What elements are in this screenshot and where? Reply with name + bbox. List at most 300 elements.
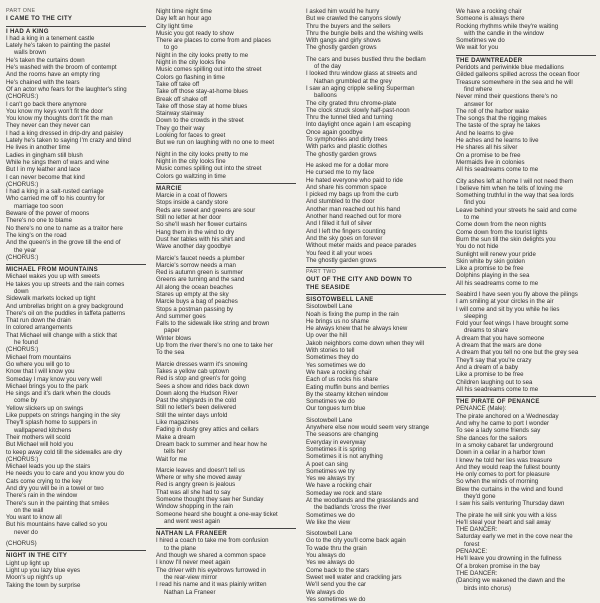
lyric-line: Takes a yellow cab uptown [156,367,229,375]
lyric-line: The seasons are changing [306,431,379,439]
lyric-line: Yes we always try [306,475,355,483]
lyric-line: Night in the city looks pretty to me [156,150,249,158]
song-heading: THE PIRATE OF PENANCE [456,398,540,406]
lyric-line: All along the ocean beaches [156,283,234,291]
lyric-line: Their mothers will scold [6,433,71,441]
lyric-line: There's no one to blame [6,217,72,225]
lyric-line: Take off those stay-at-home blues [156,88,249,96]
lyric-line: Rocking rhythms while they're waiting [456,22,559,30]
lyric-line: Music comes spilling out into the street [156,66,262,74]
lyric-line: (CHORUS:) [6,180,39,188]
lyric-line: (CHORUS) [6,540,37,548]
lyric-line: Marcie's faucet needs a plumber [156,254,245,262]
lyric-line: A dream that you have someone [456,334,545,342]
lyric-line: Cats come crying to the key [6,477,82,485]
lyric-line: Marcie dresses warm it's snowing [156,360,248,368]
lyric-line: to the plane [164,544,197,552]
lyric-line: Falls to the sidewalk like string and brown [156,320,270,328]
lyric-line: Taking the town by surprise [6,581,81,589]
lyric-line: The cars and buses bustled thru the bedlam [306,55,426,63]
lyric-line: Thru the bungle bells and the wishing wells [306,29,424,37]
lyric-line: They never can they never can [6,122,91,130]
lyric-line: He lives in another time [6,144,71,152]
lyric-line: Come back to the stars [306,566,370,574]
lyric-line: I had a king dressed in drip-dry and paisley [6,129,124,137]
lyric-line: That run down the drain [6,317,71,325]
lyric-line: Skin white by skin golden [456,257,525,265]
lyric-line: Sidewalk markets locked up tight [6,295,96,303]
lyric-line: The ghostly garden grows [306,150,377,158]
lyric-line: Like magazines [156,419,199,427]
lyric-line: he found [14,339,38,347]
lyric-line: I read his name and it was plainly written [156,581,267,589]
lyric-line: to me [464,214,480,222]
lyric-line: Night in the city looks fine [156,157,226,165]
lyric-line: And a dream of a baby [456,363,519,371]
lyric-line: to go [164,44,178,52]
lyric-line: Someone thought they saw her Sunday [156,496,264,503]
lyric-line: Break off shake off [156,95,207,103]
lyric-line: (CHORUS:) [6,455,39,463]
lyric-line: A dream that you tell no one but the grey sea [456,349,579,357]
lyric-line: Down in a cellar in a harbor town [456,449,546,457]
lyric-line: Go where you will go to [6,360,70,368]
lyric-line: The clock struck slowly half-past-noon [306,106,410,114]
lyric-line: He asked me for a dollar more [306,161,389,169]
lyric-line: In a smoky cabaret far underground [456,441,554,449]
lyric-line: Red is stop and green's for going [156,375,246,383]
lyric-line: At the woodlands and the grasslands and [306,497,419,504]
lyric-line: You feed it all your woes [306,249,373,257]
lyric-line: PENANCE: [456,548,488,556]
lyric-line: With parks and plastic clothes [306,143,388,151]
lyric-line: Like a promise to be free [456,265,524,273]
lyric-line: Wave another day goodbye [156,243,231,251]
lyric-line: There's rain in the window [6,492,78,500]
lyrics-column-3 [306,8,446,603]
lyric-line: Light up you lazy blue eyes [6,566,81,574]
lyric-line: Music comes spilling out into the street [156,165,262,173]
lyric-line: But we crawled the canyons slowly [306,15,401,23]
section-divider [306,267,446,268]
lyric-line: Sometimes it is not anything [306,453,383,461]
song-heading: I HAD A KING [6,27,49,35]
lyric-line: He hated everyone who paid to ride [306,176,403,184]
lyric-line: Michael leads you up the stairs [6,463,91,471]
lyric-line: He takes you up streets and the rain comes [6,280,125,288]
lyric-line: I hired a coach to take me from confusion [156,537,269,545]
lyric-line: Yes we always do [306,559,355,567]
lyric-line: He'll leave you drowning in the fullness [456,555,562,563]
lyric-line: He always knew that he always knew [306,325,408,333]
lyric-line: Nathan La Franeer [164,588,216,596]
lyric-line: And the rooms have an empty ring [6,71,100,79]
lyric-line: Hang them in the wind to dry [156,228,235,236]
lyric-line: He shares all his silver [456,144,518,152]
lyric-line: You know my thoughts don't fit the man [6,115,113,123]
lyric-line: Of an actor who fears for the laughter's sting [6,85,127,93]
lyric-line: I had a king in a salt-rusted carriage [6,188,104,196]
lyric-line: Stops a postman passing by [156,305,234,313]
lyric-line: The city grated thru chrome-plate [306,99,397,107]
lyric-line: Take off take off [156,80,200,88]
lyric-line: To see a lady some friends say [456,427,541,435]
lyric-line: Up over the hill [306,332,347,340]
lyric-line: You want to know all [6,514,62,522]
lyric-line: Anywhere else now would seem very strange [306,424,430,432]
lyric-line: Seabird I have seen you fly above the pilings [456,290,578,298]
lyric-line: He's taken the curtains down [6,56,85,64]
lyric-line: Sweet well water and crackling jars [306,573,402,581]
lyric-line: tells her [164,448,186,456]
lyric-line: Night in the city looks fine [156,59,226,67]
lyric-line: The songs that the rigging makes [456,115,547,123]
lyric-line: Yes sometimes we do [306,361,366,369]
lyric-line: Eating muffin buns and berries [306,383,390,391]
lyric-line: Gilded galleons spilled across the ocean floor [456,71,580,79]
song-heading: THE SEASIDE [306,283,350,291]
lyric-line: Another man reached out his hand [306,205,401,213]
lyric-line: And stumbled to the door [306,198,375,206]
lyric-line: There's sun in the painting that smiles [6,499,109,507]
lyric-line: Down to the crowds in the street [156,117,244,125]
lyric-line: She dances for the sailors [456,434,527,442]
lyric-line: (Dancing we wakened the dawn and the [456,577,566,585]
lyric-line: That was all she had to say [156,488,231,496]
lyric-line: birds into chorus) [464,584,512,592]
lyric-line: of the day [314,63,341,71]
section-divider [6,550,146,551]
lyric-line: The driver with his eyebrows furrowed in [156,566,266,574]
lyric-line: Blew the curtains in the wind and found [456,485,563,493]
lyric-line: Of a broken promise in the bay [456,562,540,570]
lyric-line: Lately he's taken to saying I'm crazy and blind [6,137,131,145]
lyric-line: Beware of the power of moons [6,210,90,218]
lyric-line: Jakob neighbors come down when they will [306,339,425,347]
lyric-line: And I left the fingers counting [306,227,386,235]
lyric-line: Leave behind your streets he said and come [456,206,577,214]
lyric-line: Reds are sweet and greens are sour [156,206,256,214]
part-label: PART ONE [6,8,36,14]
lyric-line: Still no letter at her door [156,214,222,222]
lyrics-sheet [6,8,596,603]
lyric-line: You know my keys won't fit the door [6,107,104,115]
lyric-line: never do [14,528,38,536]
lyric-line: dreams to share [464,327,509,335]
lyric-line: To wade thru the grain [306,544,367,552]
lyric-line: The pirate he will sink you with a kiss [456,511,557,519]
lyric-line: Noah is fixing the pump in the rain [306,310,399,318]
lyric-line: Red is angry green is jealous [156,481,236,489]
lyric-line: Children laughing out to sea [456,378,533,386]
lyric-line: By the steamy kitchen window [306,390,389,398]
lyric-line: And umbrellas bright on a grey background [6,302,124,310]
lyric-line: That Michael will change with a stick that [6,331,117,339]
lyric-line: On a promise to be free [456,151,521,159]
lyric-line: Never mind their questions there's no [456,93,558,101]
lyric-line: Light up light up [6,559,50,567]
lyric-line: Thru the tunnel tiled and turning [306,114,393,122]
lyric-line: There's oil on the puddles in taffeta patterns [6,309,126,317]
section-divider [6,26,146,27]
song-heading: SISOTOWBELL LANE [306,295,374,303]
section-divider [306,294,446,295]
lyric-line: I know I'll never meet again [156,559,231,567]
lyric-line: Night in the city looks pretty to me [156,51,249,59]
lyric-line: walls brown [14,49,47,57]
section-divider [456,55,596,56]
lyric-line: Fold your feet wings I have brought some [456,320,569,328]
lyric-line: Sometimes it is spring [306,445,367,453]
section-divider [456,396,596,397]
lyric-line: I believe him when he tells of loving me [456,184,563,192]
lyric-line: I had a king in a tenement castle [6,34,95,42]
lyric-line: He only comes to port for pleasure [456,471,550,479]
lyric-line: Thru the buyers and the sellers [306,22,391,30]
lyric-line: He needs you to care and you know you do [6,470,125,478]
lyric-line: Take off those stay at home blues [156,102,248,110]
lyric-line: forest [464,540,480,548]
lyric-line: Someday I may know you very well [6,375,102,383]
song-heading: I CAME TO THE CITY [6,15,73,23]
lyric-line: So when the winds of morning [456,478,539,486]
lyric-line: All his seadreams come to me [456,279,539,287]
lyric-line: (CHORUS:) [6,346,39,354]
lyric-line: To the sea [156,349,185,357]
lyric-line: Down along the Hudson River [156,389,238,397]
lyric-line: I saw his sails venturing Thursday dawn [456,500,565,508]
lyric-line: Treasure somewhere in the sea and he will [456,78,573,86]
lyrics-column-2 [156,8,296,596]
lyric-line: We have a rocking chair [456,8,522,15]
lyric-line: Lately he's taken to painting the pastel [6,42,111,50]
lyric-line: And summer goes [156,312,206,320]
lyric-line: City light time [156,22,193,30]
section-divider [156,528,296,529]
lyric-line: on the wall [14,506,44,514]
lyric-line: He's chained with the tears [6,78,80,86]
lyric-line: The king's on the road [6,231,67,239]
lyric-line: Another hand reached out for more [306,213,402,221]
lyric-line: And though we shared a common space [156,552,266,560]
lyric-line: Wait for me [156,455,188,463]
lyric-line: All his seadreams come to me [456,385,539,393]
lyric-line: So she'll wash her flower curtains [156,221,247,229]
lyric-line: I will come and sit by you while he lies [456,305,560,313]
lyric-line: Sometimes they do [306,354,359,362]
lyric-line: And the sky goes on forever [306,234,383,242]
song-heading: OUT OF THE CITY AND DOWN TO [306,276,413,284]
lyric-line: Red is autumn green is summer [156,269,243,277]
lyric-line: And he learns to give [456,129,514,137]
lyric-line: Night time night time [156,8,212,15]
lyric-line: Stares up empty at the sky [156,290,229,298]
lyric-line: And share his common space [306,183,387,191]
lyric-line: balloons [314,92,337,100]
lyric-line: Burn the sun till the skin delights you [456,235,556,243]
lyric-line: Who carried me off to his country for [6,195,105,203]
lyric-line: Like puppets on strings hanging in the sky [6,412,121,420]
lyric-line: He's washed with the broom of contempt [6,64,117,72]
lyric-line: wallpapered kitchens [14,426,72,434]
lyrics-column-4 [456,8,596,592]
song-heading: NATHAN LA FRANEER [156,530,228,538]
lyric-line: A dream that the wars are done [456,342,542,350]
lyric-line: They go their way [156,124,205,132]
lyric-line: Go to the city you'll come back again [306,537,406,545]
section-divider [156,183,296,184]
lyric-line: Colors go waltzing in time [156,172,226,180]
lyric-line: Past the shipyards in the cold [156,397,237,405]
lyric-line: We have a rocking chair [306,482,372,490]
lyric-line: No there's no one to name as a traitor here [6,224,123,232]
lyric-line: Moon's up night's up [6,574,62,582]
lyric-line: We wait for you [456,44,499,52]
lyric-line: The taste of the spray he takes [456,122,541,130]
lyric-line: We like the view [306,518,351,526]
lyric-line: Michael from mountains [6,353,72,361]
lyric-line: paper [164,327,180,335]
lyric-line: Something truthful in the way that sea lords [456,192,574,200]
lyric-line: down [14,287,29,295]
lyric-line: And why he came to port I wonder [456,420,550,428]
lyric-line: Know that I will know you [6,368,75,376]
lyric-line: Dream back to summer and hear how he [156,440,268,448]
lyric-line: City ashes left at home I will not need them [456,177,574,185]
lyric-line: We'll send you the car [306,581,367,589]
lyric-line: While he sings them of wars and wine [6,158,110,166]
lyric-line: In colored arrangements [6,324,73,332]
lyric-line: Yes sometimes we do [306,595,366,603]
lyrics-column-1 [6,8,146,589]
lyric-line: Make a dream [156,433,196,441]
lyric-line: And dry you will be in a towel or two [6,485,104,492]
lyric-line: Come down from the tourist lights [456,228,548,236]
lyric-line: To symphonies and dirty trees [306,136,388,144]
lyric-line: Winter blows [156,334,192,342]
lyric-line: He sings and it's dark when the clouds [6,390,111,398]
lyric-line: (CHORUS:) [6,253,39,261]
lyric-line: I looked thru window glass at streets and [306,70,417,78]
lyric-line: to keep away cold till the sidewalks are dry [6,448,123,456]
lyric-line: You do not hide [456,243,499,251]
lyric-line: I picked my bags up from the curb [306,191,399,199]
lyric-line: Nathan grumbled at the grey [314,77,392,85]
lyric-line: Where or why she moved away [156,474,242,482]
lyric-line: Dust her tables with his shirt and [156,235,245,243]
lyric-line: THE DANCER: [456,526,498,534]
lyric-line: Our tongues turn blue [306,405,366,413]
lyric-line: they'd gone [464,493,496,500]
lyric-line: Like a promise to be free [456,371,524,379]
lyric-line: Marcie buys a bag of peaches [156,298,238,306]
lyric-line: Someday we rock and stare [306,489,383,497]
lyric-line: Into daylight once again I am escaping [306,121,411,129]
lyric-line: Sometimes we do [306,398,355,406]
lyric-line: But I in my leather and lace [6,166,81,174]
lyric-line: Sometimes we do [306,511,355,519]
lyric-line: the badlands 'cross the river [314,504,391,512]
song-heading: MARCIE [156,184,182,192]
lyric-line: Looking for faces to greet [156,132,226,140]
lyric-line: find you [464,199,486,207]
lyric-line: We have a rocking chair [306,368,372,376]
lyric-line: Once again goodbye [306,128,363,136]
song-heading: THE DAWNTREADER [456,56,523,64]
lyric-line: But Michael will hold you [6,441,74,449]
lyric-line: With gangs and girly shows [306,37,381,45]
lyric-line: And they would reap the fullest bounty [456,463,561,471]
song-heading: MICHAEL FROM MOUNTAINS [6,266,99,274]
lyric-line: With stories to tell [306,347,355,355]
lyric-line: He aches and he learns to live [456,137,539,145]
lyric-line: Someone heard she bought a one-way ticket [156,510,278,518]
lyric-line: come by [14,397,38,405]
lyric-line: Each of us rocks his share [306,376,378,384]
lyric-line: Peridots and periwinkle blue medallions [456,64,564,72]
lyric-line: Someone is always there [456,15,525,23]
lyric-line: And the queen's in the grove till the end of [6,239,121,247]
lyric-line: Up from the river there's no one to take her [156,342,273,350]
lyric-line: Window shopping in the rain [156,503,234,511]
part-label: PART TWO [306,269,337,276]
lyric-line: Marcie leaves and doesn't tell us [156,466,245,474]
lyric-line: There are places to come from and places [156,37,271,45]
lyric-line: THE DANCER: [456,569,498,577]
song-heading: NIGHT IN THE CITY [6,552,68,560]
lyric-line: We always do [306,588,345,596]
lyric-line: Michael brings you to the park [6,382,88,390]
lyric-line: with the candle in the window [464,29,544,37]
lyric-line: Saturday early we met in the cove near the [456,533,573,541]
lyric-line: sleeping [464,312,487,320]
lyric-line: The pirate anchored on a Wednesday [456,412,559,420]
lyric-line: Music you got ready to show [156,29,234,37]
lyric-line: Yellow slickers up on swings [6,404,84,412]
lyric-line: The ghostly garden grows [306,44,377,52]
lyric-line: Come down from the neon nights [456,221,547,229]
lyric-line: Mermaids live in colonies [456,158,525,166]
lyric-line: I am smiling at your circles in the air [456,298,554,306]
lyric-line: find where [464,85,493,93]
lyric-line: And I filled it full of silver [306,220,372,228]
lyric-line: the year [14,246,37,254]
lyric-line: Sees a show and rides back down [156,382,250,390]
lyric-line: Marcie in a coat of flowers [156,192,228,200]
lyric-line: Greens are turning and the sand [156,276,245,284]
lyric-line: Everyday in everyway [306,438,366,446]
lyric-line: the rear-view mirror [164,573,218,581]
lyric-line: Marcie's sorrow needs a man [156,261,236,269]
lyric-line: Still no letter's been delivered [156,404,237,412]
lyric-line: Sometimes we do [456,37,505,45]
lyric-line: Dolphins playing in the sea [456,272,530,280]
lyric-line: They'll splash home to suppers in [6,419,97,427]
lyric-line: Sunlight will renew your pride [456,250,536,258]
lyric-line: All his seadreams come to me [456,166,539,174]
lyric-line: You always do [306,552,346,560]
lyric-line: I saw an aging cripple selling Superman [306,84,415,92]
lyric-line: They'll say that you're crazy [456,356,532,364]
lyric-line: I can't go back there anymore [6,100,87,108]
lyric-line: Fading in dusty grey attics and cellars [156,426,259,434]
lyric-line: Sisotowbell Lane [306,530,353,538]
lyric-line: Colors go flashing in time [156,73,225,81]
lyric-line: I can never become that kind [6,173,85,181]
lyric-line: Stairway stairway [156,110,204,118]
lyric-line: Without meter maids and peace parades [306,242,417,250]
lyric-line: Sisotowbell Lane [306,303,353,311]
